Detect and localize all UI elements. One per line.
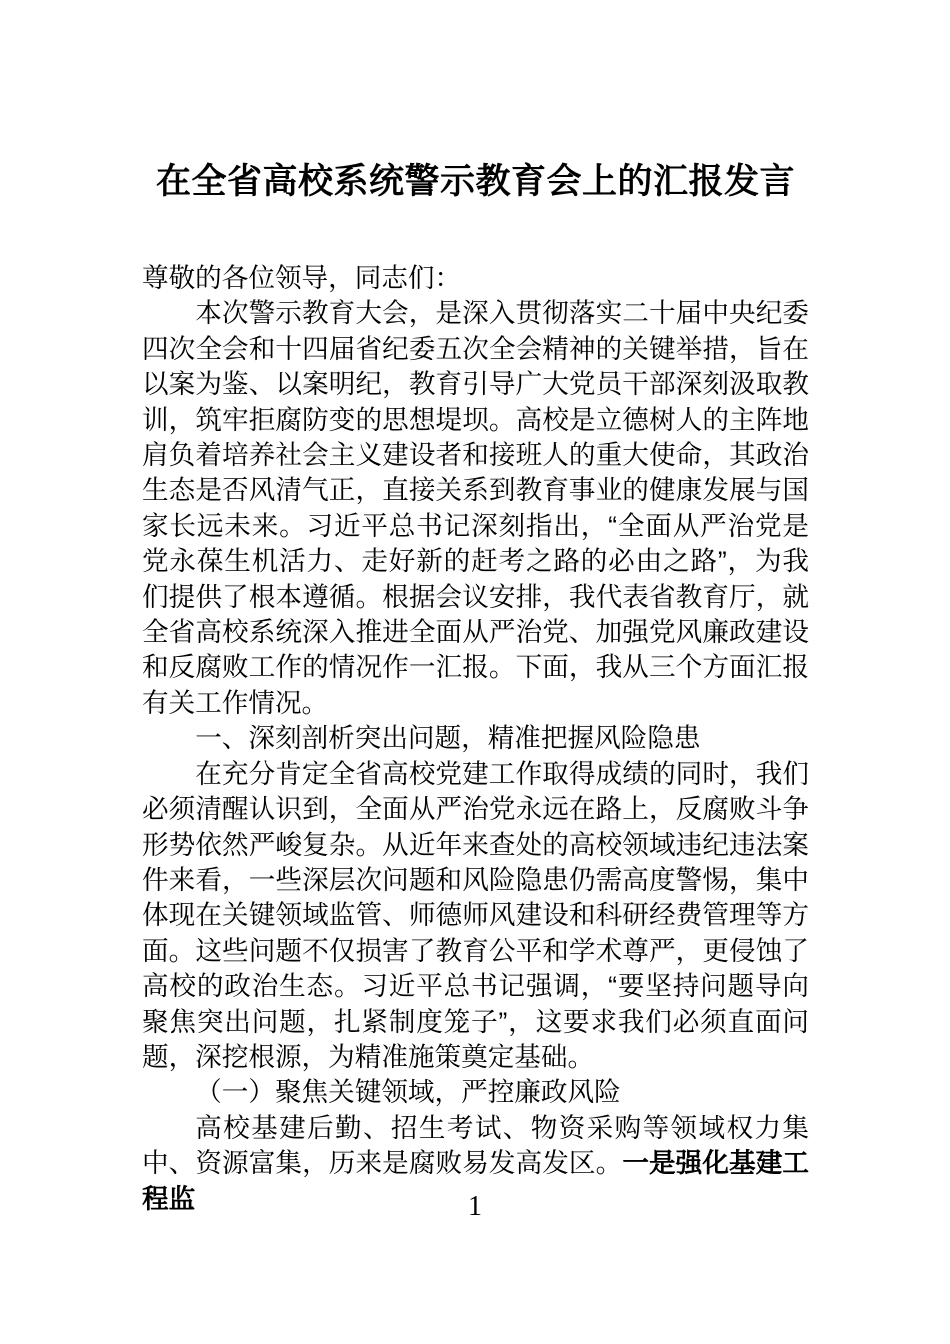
document-title: 在全省高校系统警示教育会上的汇报发言 (155, 162, 795, 201)
bold-emphasis-run: 一是强化基建工程监 (142, 1148, 810, 1214)
section-heading-1: 一、深刻剖析突出问题，精准把握风险隐患 (195, 723, 701, 754)
greeting-line: 尊敬的各位领导，同志们： (142, 263, 462, 293)
paragraph-risk-analysis: 在充分肯定全省高校党建工作取得成绩的同时，我们必须清醒认识到，全面从严治党永远在路上，反腐败斗争形势依然严峻复杂。从近年来查处的高校领域违纪违法案件来看，一些深层次问题和风险隐患仍需高度警惕，集中体现在关键领域监管、师德师风建设和科研经费管理等方面。这些问题不仅损害了教育公平和学术尊严，更侵蚀了高校的政治生态。习近平总书记强调，“要坚持问题导向聚焦突出问题，扎紧制度笼子”，这要求我们必须直面问题，深挖根源，为精准施策奠定基础。 (142, 758, 809, 1072)
subsection-heading-1: （一）聚焦关键领域，严控廉政风险 (195, 1077, 621, 1108)
page-number: 1 (468, 1191, 482, 1222)
paragraph-intro: 本次警示教育大会，是深入贯彻落实二十届中央纪委四次全会和十四届省纪委五次全会精神的关键举措，旨在以案为鉴、以案明纪，教育引导广大党员干部深刻汲取教训，筑牢拒腐防变的思想堤坝。高校是立德树人的主阵地肩负着培养社会主义建设者和接班人的重大使命，其政治生态是否风清气正，直接关系到教育事业的健康发展与国家长远未来。习近平总书记深刻指出，“全面从严治党是党永葆生机活力、走好新的赶考之路的必由之路”，为我们提供了根本遵循。根据会议安排，我代表省教育厅，就全省高校系统深入推进全面从严治党、加强党风廉政建设和反腐败工作的情况作一汇报。下面，我从三个方面汇报有关工作情况。 (142, 298, 809, 718)
paragraph-key-areas-text: 高校基建后勤、招生考试、物资采购等领域权力集中、资源富集，历来是腐败易发高发区。 (142, 1112, 809, 1179)
